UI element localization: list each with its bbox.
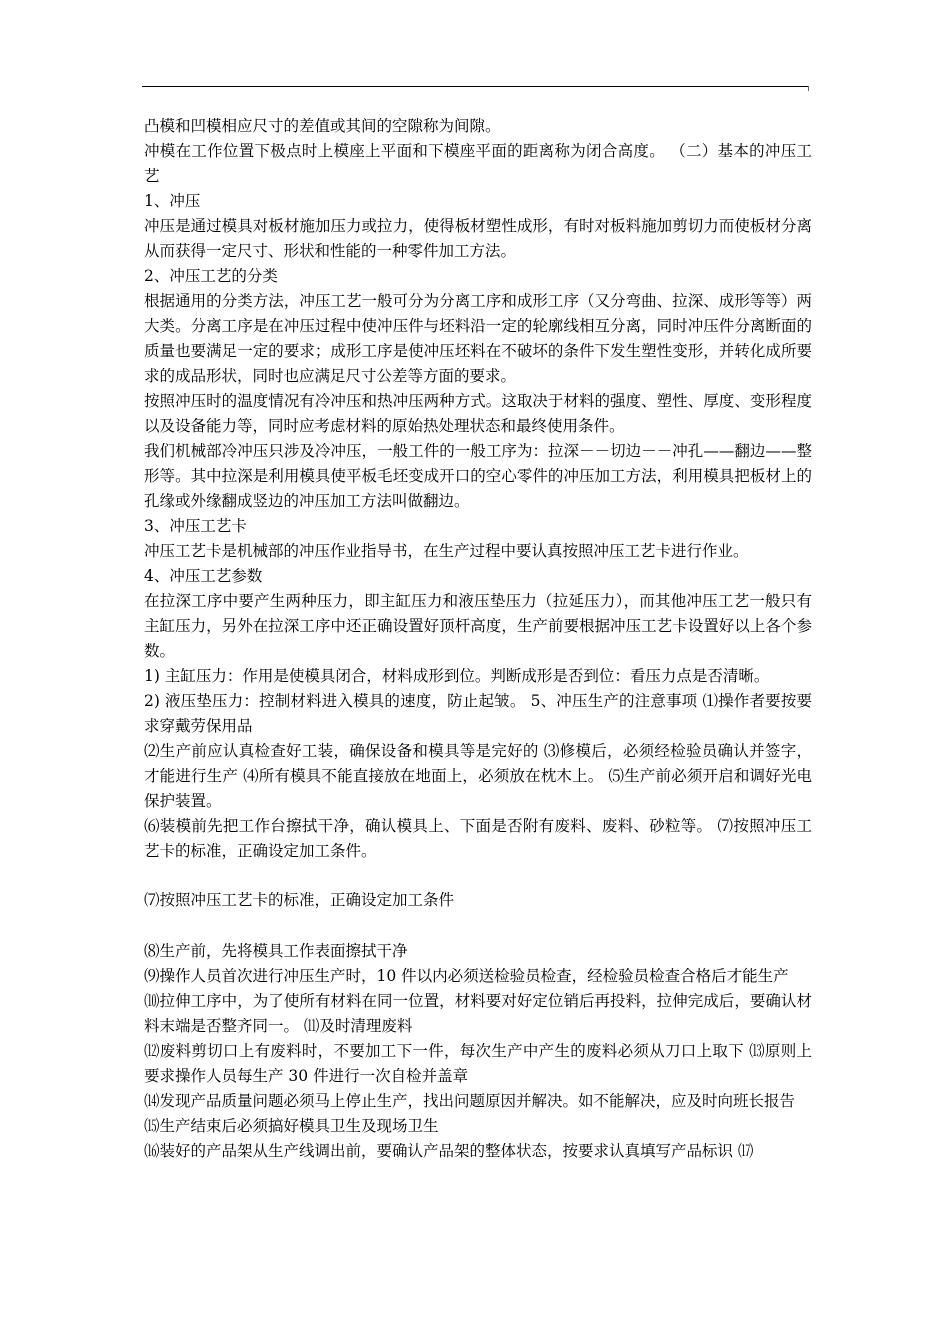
heading-stamping: 1、冲压 [144, 192, 201, 210]
paragraph-process-card: 冲压工艺卡是机械部的冲压作业指导书，在生产过程中要认真按照冲压工艺卡进行作业。 [144, 542, 749, 560]
paragraph-main-cylinder-pressure: 1) 主缸压力：作用是使模具闭合，材料成形到位。判断成形是否到位：看压力点是否清晰。 [144, 667, 770, 685]
paragraph-stamping-definition: 冲压是通过模具对板材施加压力或拉力，使得板材塑性成形，有时对板料施加剪切力而使板材分离从而获得一定尺寸、形状和性能的一种零件加工方法。 [144, 217, 812, 260]
list-item-8: ⑻生产前，先将模具工作表面擦拭干净 [144, 942, 408, 960]
list-item-7: ⑺按照冲压工艺卡的标准，正确设定加工条件 [144, 891, 455, 909]
list-item-9: ⑼操作人员首次进行冲压生产时，10 件以内必须送检验员检查，经检验员检查合格后才能生产 [144, 967, 789, 985]
list-item-10-11: ⑽拉伸工序中，为了使所有材料在同一位置，材料要对好定位销后再投料，拉伸完成后，要确认材料末端是否整齐同一。 ⑾及时清理废料 [144, 992, 812, 1035]
header-rule-end-mark [808, 86, 809, 91]
paragraph-classification-detail: 根据通用的分类方法，冲压工艺一般可分为分离工序和成形工序（又分弯曲、拉深、成形等等）两大类。分离工序是在冲压过程中使冲压件与坯料沿一定的轮廓线相互分离，同时冲压件分离断面的质量也要满足一定的要求；成形工序是使冲压坯料在不破坏的条件下发生塑性变形，并转化成所要求的成品形状，同时也应满足尺寸公差等方面的要求。 [144, 292, 812, 385]
heading-process-parameters: 4、冲压工艺参数 [144, 567, 263, 585]
list-item-6-7: ⑹装模前先把工作台擦拭干净，确认模具上、下面是否附有废料、废料、砂粒等。 ⑺按照冲压工艺卡的标准，正确设定加工条件。 [144, 817, 812, 860]
heading-process-classification: 2、冲压工艺的分类 [144, 267, 278, 285]
paragraph-temperature: 按照冲压时的温度情况有冷冲压和热冲压两种方式。这取决于材料的强度、塑性、厚度、变形程度以及设备能力等，同时应考虑材料的原始热处理状态和最终使用条件。 [144, 392, 812, 435]
list-item-16-17: ⒃装好的产品架从生产线调出前，要确认产品架的整体状态，按要求认真填写产品标识 ⒄ [144, 1142, 754, 1160]
list-item-12-13: ⑿废料剪切口上有废料时，不要加工下一件，每次生产中产生的废料必须从刀口上取下 ⒀原则上要求操作人员每生产 30 件进行一次自检并盖章 [144, 1042, 812, 1085]
heading-process-card: 3、冲压工艺卡 [144, 517, 247, 535]
paragraph-hydraulic-cushion-pressure: 2) 液压垫压力：控制材料进入模具的速度，防止起皱。 5、冲压生产的注意事项 ⑴操作者要按要求穿戴劳保用品 [144, 692, 812, 735]
list-item-15: ⒂生产结束后必须搞好模具卫生及现场卫生 [144, 1117, 439, 1135]
list-item-14: ⒁发现产品质量问题必须马上停止生产，找出问题原因并解决。如不能解决，应及时向班长报告 [144, 1092, 796, 1110]
list-item-2-to-5: ⑵生产前应认真检查好工装，确保设备和模具等是完好的 ⑶修模后，必须经检验员确认并签字，才能进行生产 ⑷所有模具不能直接放在地面上，必须放在枕木上。 ⑸生产前必须开启和调好光电保护装置。 [144, 742, 812, 810]
paragraph-cold-stamping-process: 我们机械部冷冲压只涉及冷冲压，一般工件的一般工序为：拉深－－切边－－冲孔——翻边——整形等。其中拉深是利用模具使平板毛坯变成开口的空心零件的冲压加工方法，利用模具把板材上的孔缘或外缘翻成竖边的冲压加工方法叫做翻边。 [144, 442, 812, 510]
paragraph-closed-height-definition: 冲模在工作位置下极点时上模座上平面和下模座平面的距离称为闭合高度。 （二）基本的冲压工艺 [144, 142, 812, 185]
document-body [144, 114, 812, 1164]
header-rule [142, 86, 808, 87]
paragraph-process-parameters: 在拉深工序中要产生两种压力，即主缸压力和液压垫压力（拉延压力），而其他冲压工艺一般只有主缸压力，另外在拉深工序中还正确设置好顶杆高度，生产前要根据冲压工艺卡设置好以上各个参数。 [144, 592, 812, 660]
paragraph-clearance-definition: 凸模和凹模相应尺寸的差值或其间的空隙称为间隙。 [144, 117, 501, 135]
